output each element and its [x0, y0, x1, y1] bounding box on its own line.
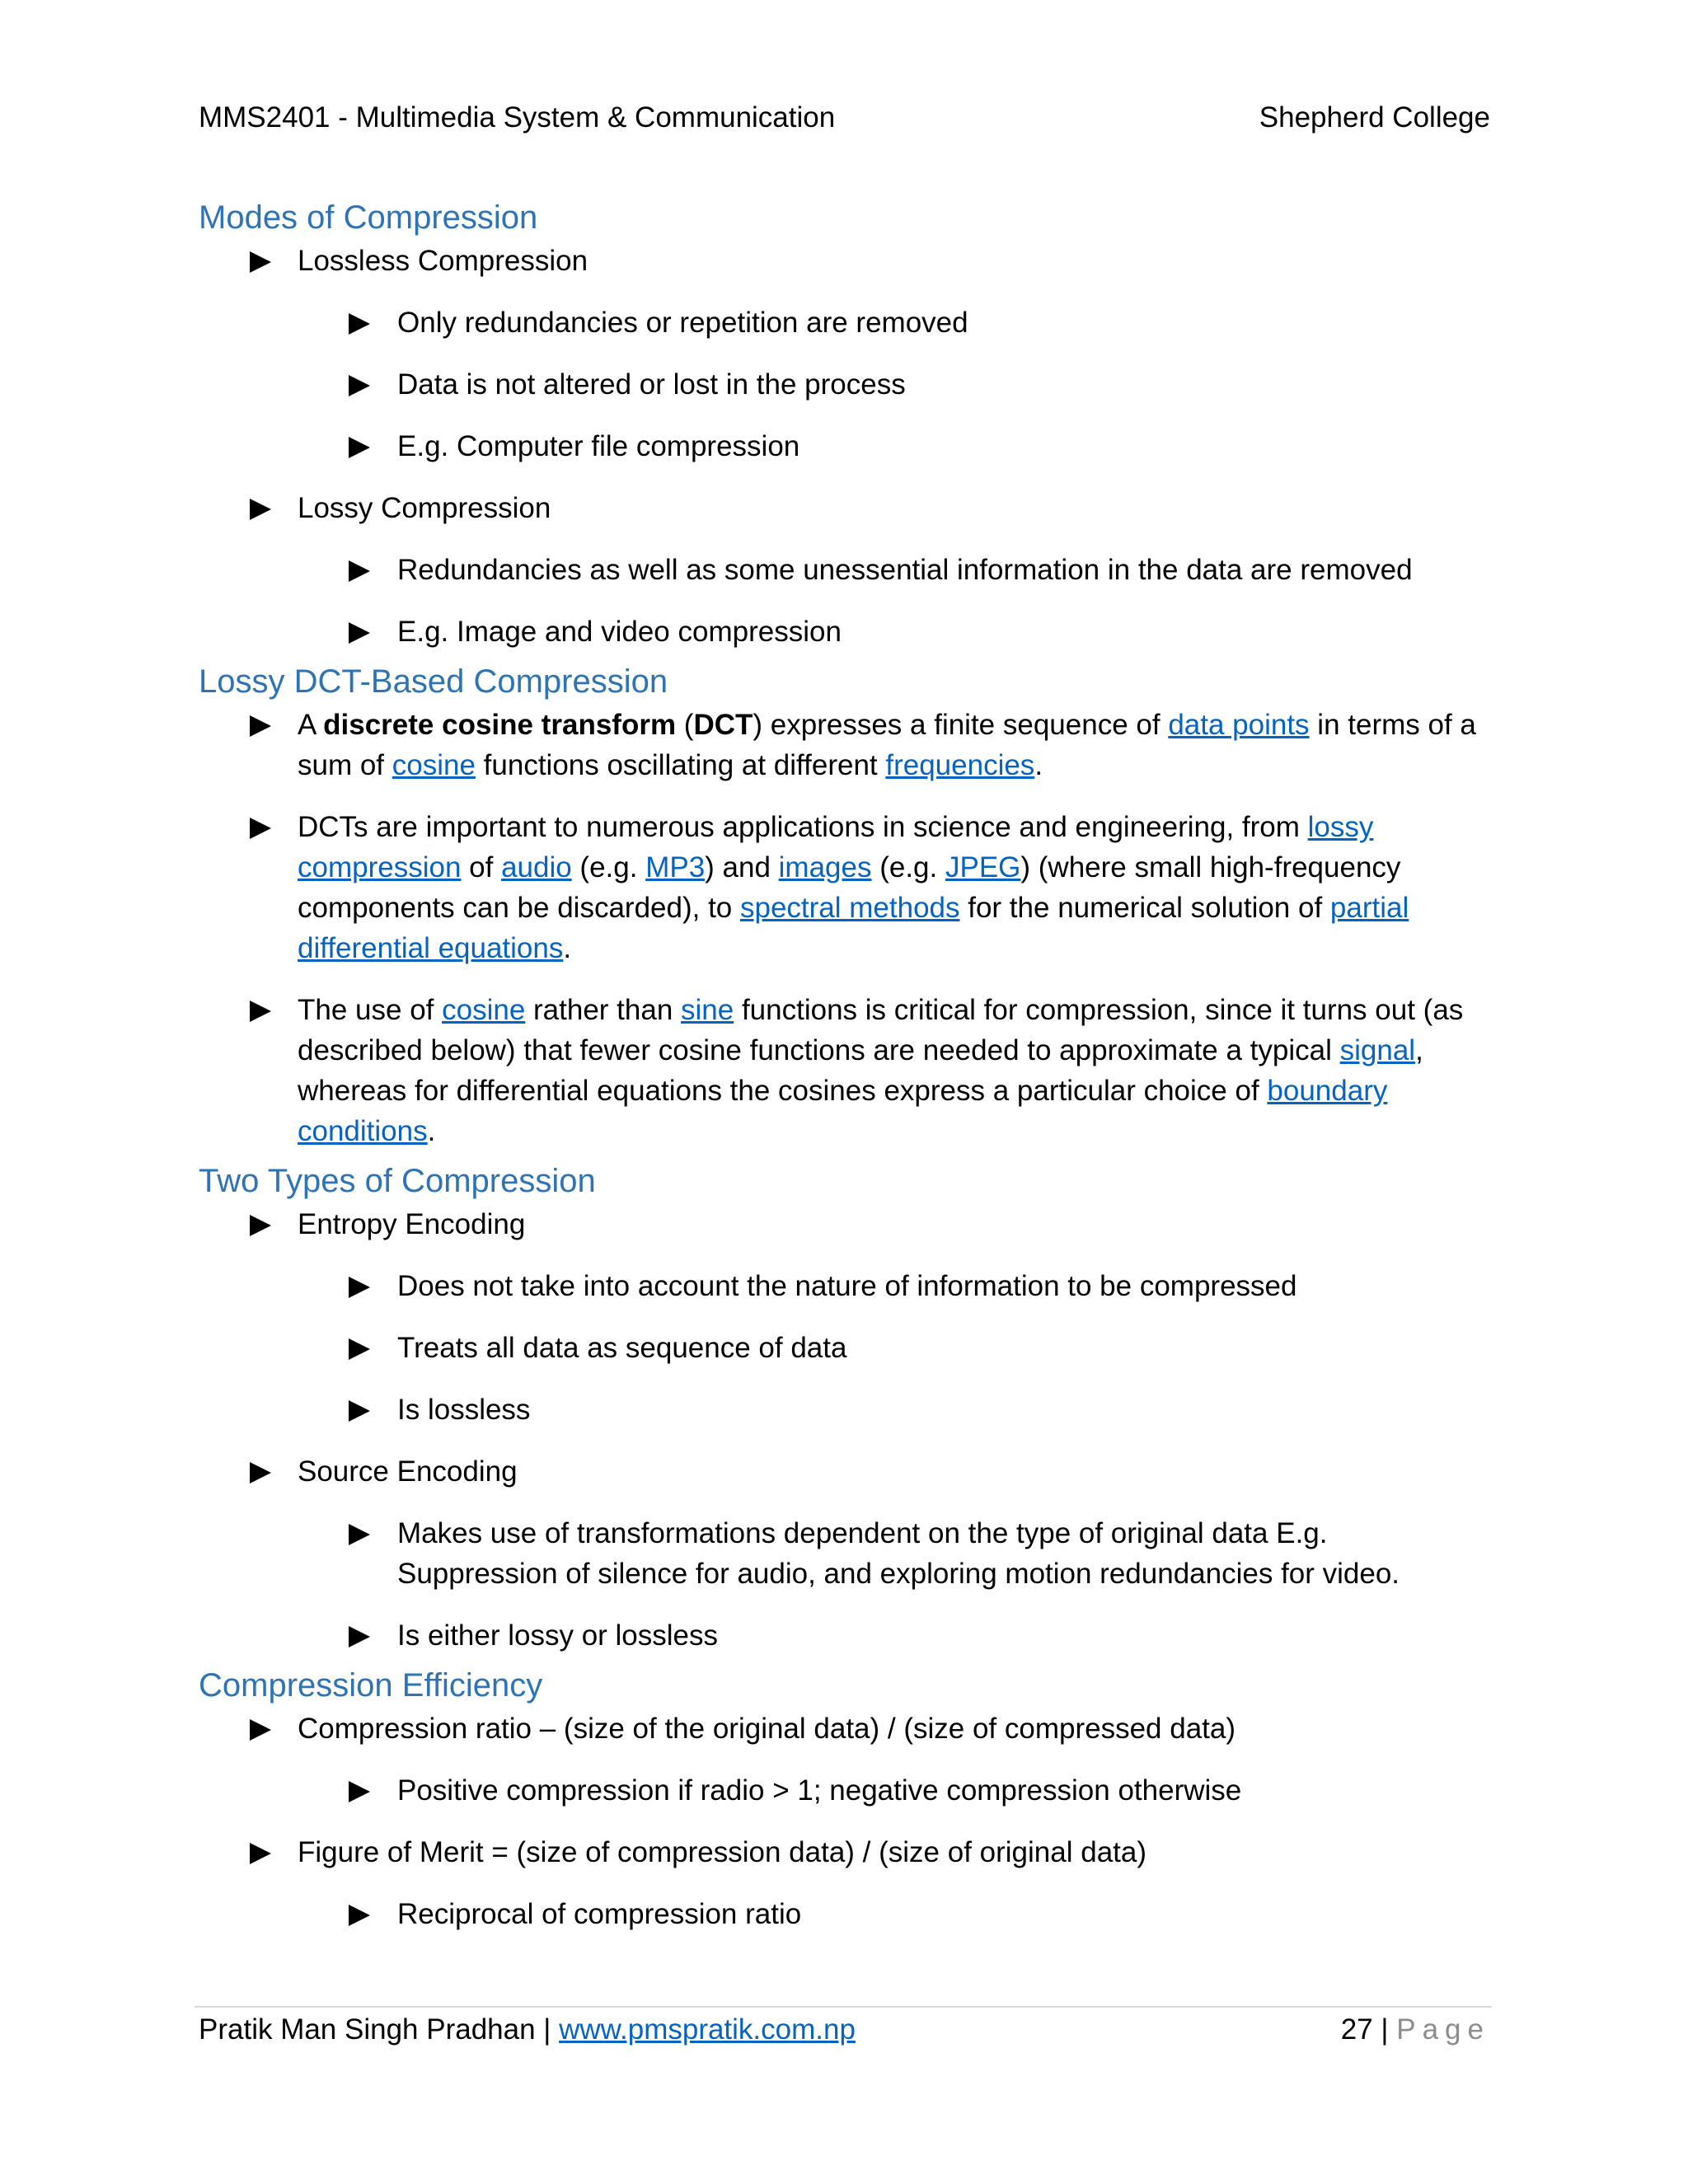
bullet-arrow-icon: [349, 1626, 370, 1647]
list-item: Is either lossy or lossless: [199, 1615, 1493, 1656]
link-partial-differential-equations[interactable]: partial differential equations: [298, 892, 1409, 964]
link-sine[interactable]: sine: [681, 994, 734, 1026]
link-cosine[interactable]: cosine: [392, 749, 476, 781]
page-content: [199, 194, 1493, 1934]
bullet-arrow-icon: [349, 1400, 370, 1422]
list-item: Lossy Compression: [199, 488, 1493, 528]
list-item: Makes use of transformations dependent on the type of original data E.g. Suppression of silence for audio, and exploring motion redundancies for video.: [199, 1513, 1493, 1594]
bullet-arrow-icon: [349, 437, 370, 458]
bullet-arrow-icon: [250, 818, 271, 839]
link-data-points[interactable]: data points: [1168, 709, 1310, 741]
list-item: Figure of Merit = (size of compression data) / (size of original data): [199, 1832, 1493, 1872]
list-item: Entropy Encoding: [199, 1204, 1493, 1244]
list-item: Compression ratio – (size of the original data) / (size of compressed data): [199, 1708, 1493, 1749]
list-item: E.g. Computer file compression: [199, 426, 1493, 466]
link-jpeg[interactable]: JPEG: [945, 851, 1021, 883]
section-heading-modes: Modes of Compression: [199, 199, 538, 236]
bullet-arrow-icon: [349, 1781, 370, 1802]
header-college: Shepherd College: [1259, 101, 1490, 134]
footer-author: Pratik Man Singh Pradhan | www.pmspratik.com.np: [199, 2013, 856, 2046]
bullet-arrow-icon: [349, 313, 370, 335]
bullet-arrow-icon: [349, 560, 370, 582]
link-audio[interactable]: audio: [501, 851, 572, 883]
bullet-arrow-icon: [250, 251, 271, 273]
link-images[interactable]: images: [778, 851, 872, 883]
bullet-arrow-icon: [250, 1001, 271, 1022]
bullet-arrow-icon: [349, 1905, 370, 1926]
list-item: Is lossless: [199, 1390, 1493, 1430]
section-heading-types: Two Types of Compression: [199, 1163, 596, 1199]
paragraph-dct-definition: A discrete cosine transform (DCT) expresses a finite sequence of data points in terms of a sum of cosine functions oscillating at different frequencies.: [199, 705, 1493, 785]
bullet-arrow-icon: [250, 1215, 271, 1236]
link-boundary-conditions[interactable]: boundary conditions: [298, 1075, 1388, 1147]
bullet-arrow-icon: [250, 1843, 271, 1864]
bullet-arrow-icon: [349, 1338, 370, 1360]
footer-divider: [195, 2006, 1492, 2008]
page-word: Page: [1396, 2013, 1490, 2046]
link-mp3[interactable]: MP3: [645, 851, 706, 883]
paragraph-dct-cosine: The use of cosine rather than sine functions is critical for compression, since it turns out (as described below) that fewer cosine functions are needed to approximate a typical signal, whereas for differential equations the cosines express a particular choice of boundary conditions.: [199, 990, 1493, 1151]
link-cosine[interactable]: cosine: [442, 994, 526, 1026]
link-lossy-compression[interactable]: lossy compression: [298, 811, 1374, 883]
paragraph-dct-applications: DCTs are important to numerous applications in science and engineering, from lossy compression of audio (e.g. MP3) and images (e.g. JPEG) (where small high-frequency components can be discarded), to spectral methods for the numerical solution of partial differential equations.: [199, 807, 1493, 968]
link-frequencies[interactable]: frequencies: [885, 749, 1035, 781]
bullet-arrow-icon: [349, 375, 370, 396]
list-item: Lossless Compression: [199, 241, 1493, 281]
bullet-arrow-icon: [250, 1462, 271, 1483]
list-item: Redundancies as well as some unessential information in the data are removed: [199, 550, 1493, 590]
bullet-arrow-icon: [349, 1277, 370, 1298]
bullet-arrow-icon: [250, 499, 271, 520]
list-item: Only redundancies or repetition are removed: [199, 302, 1493, 343]
link-spectral-methods[interactable]: spectral methods: [739, 892, 960, 924]
footer-website-link[interactable]: www.pmspratik.com.np: [559, 2013, 856, 2046]
list-item: Does not take into account the nature of information to be compressed: [199, 1266, 1493, 1306]
list-item: E.g. Image and video compression: [199, 612, 1493, 652]
bullet-arrow-icon: [250, 715, 271, 737]
link-signal[interactable]: signal: [1339, 1034, 1416, 1066]
bullet-arrow-icon: [349, 622, 370, 644]
list-item: Reciprocal of compression ratio: [199, 1894, 1493, 1934]
list-item: Positive compression if radio > 1; negative compression otherwise: [199, 1770, 1493, 1811]
section-heading-efficiency: Compression Efficiency: [199, 1667, 543, 1704]
header-course: MMS2401 - Multimedia System & Communication: [199, 101, 836, 134]
footer-page-number: 27 | Page: [1340, 2013, 1490, 2046]
bullet-arrow-icon: [250, 1719, 271, 1741]
bullet-arrow-icon: [349, 1524, 370, 1545]
section-heading-dct: Lossy DCT-Based Compression: [199, 663, 668, 700]
list-item: Data is not altered or lost in the process: [199, 364, 1493, 405]
list-item: Source Encoding: [199, 1451, 1493, 1492]
page-number: 27: [1340, 2013, 1373, 2046]
list-item: Treats all data as sequence of data: [199, 1328, 1493, 1368]
